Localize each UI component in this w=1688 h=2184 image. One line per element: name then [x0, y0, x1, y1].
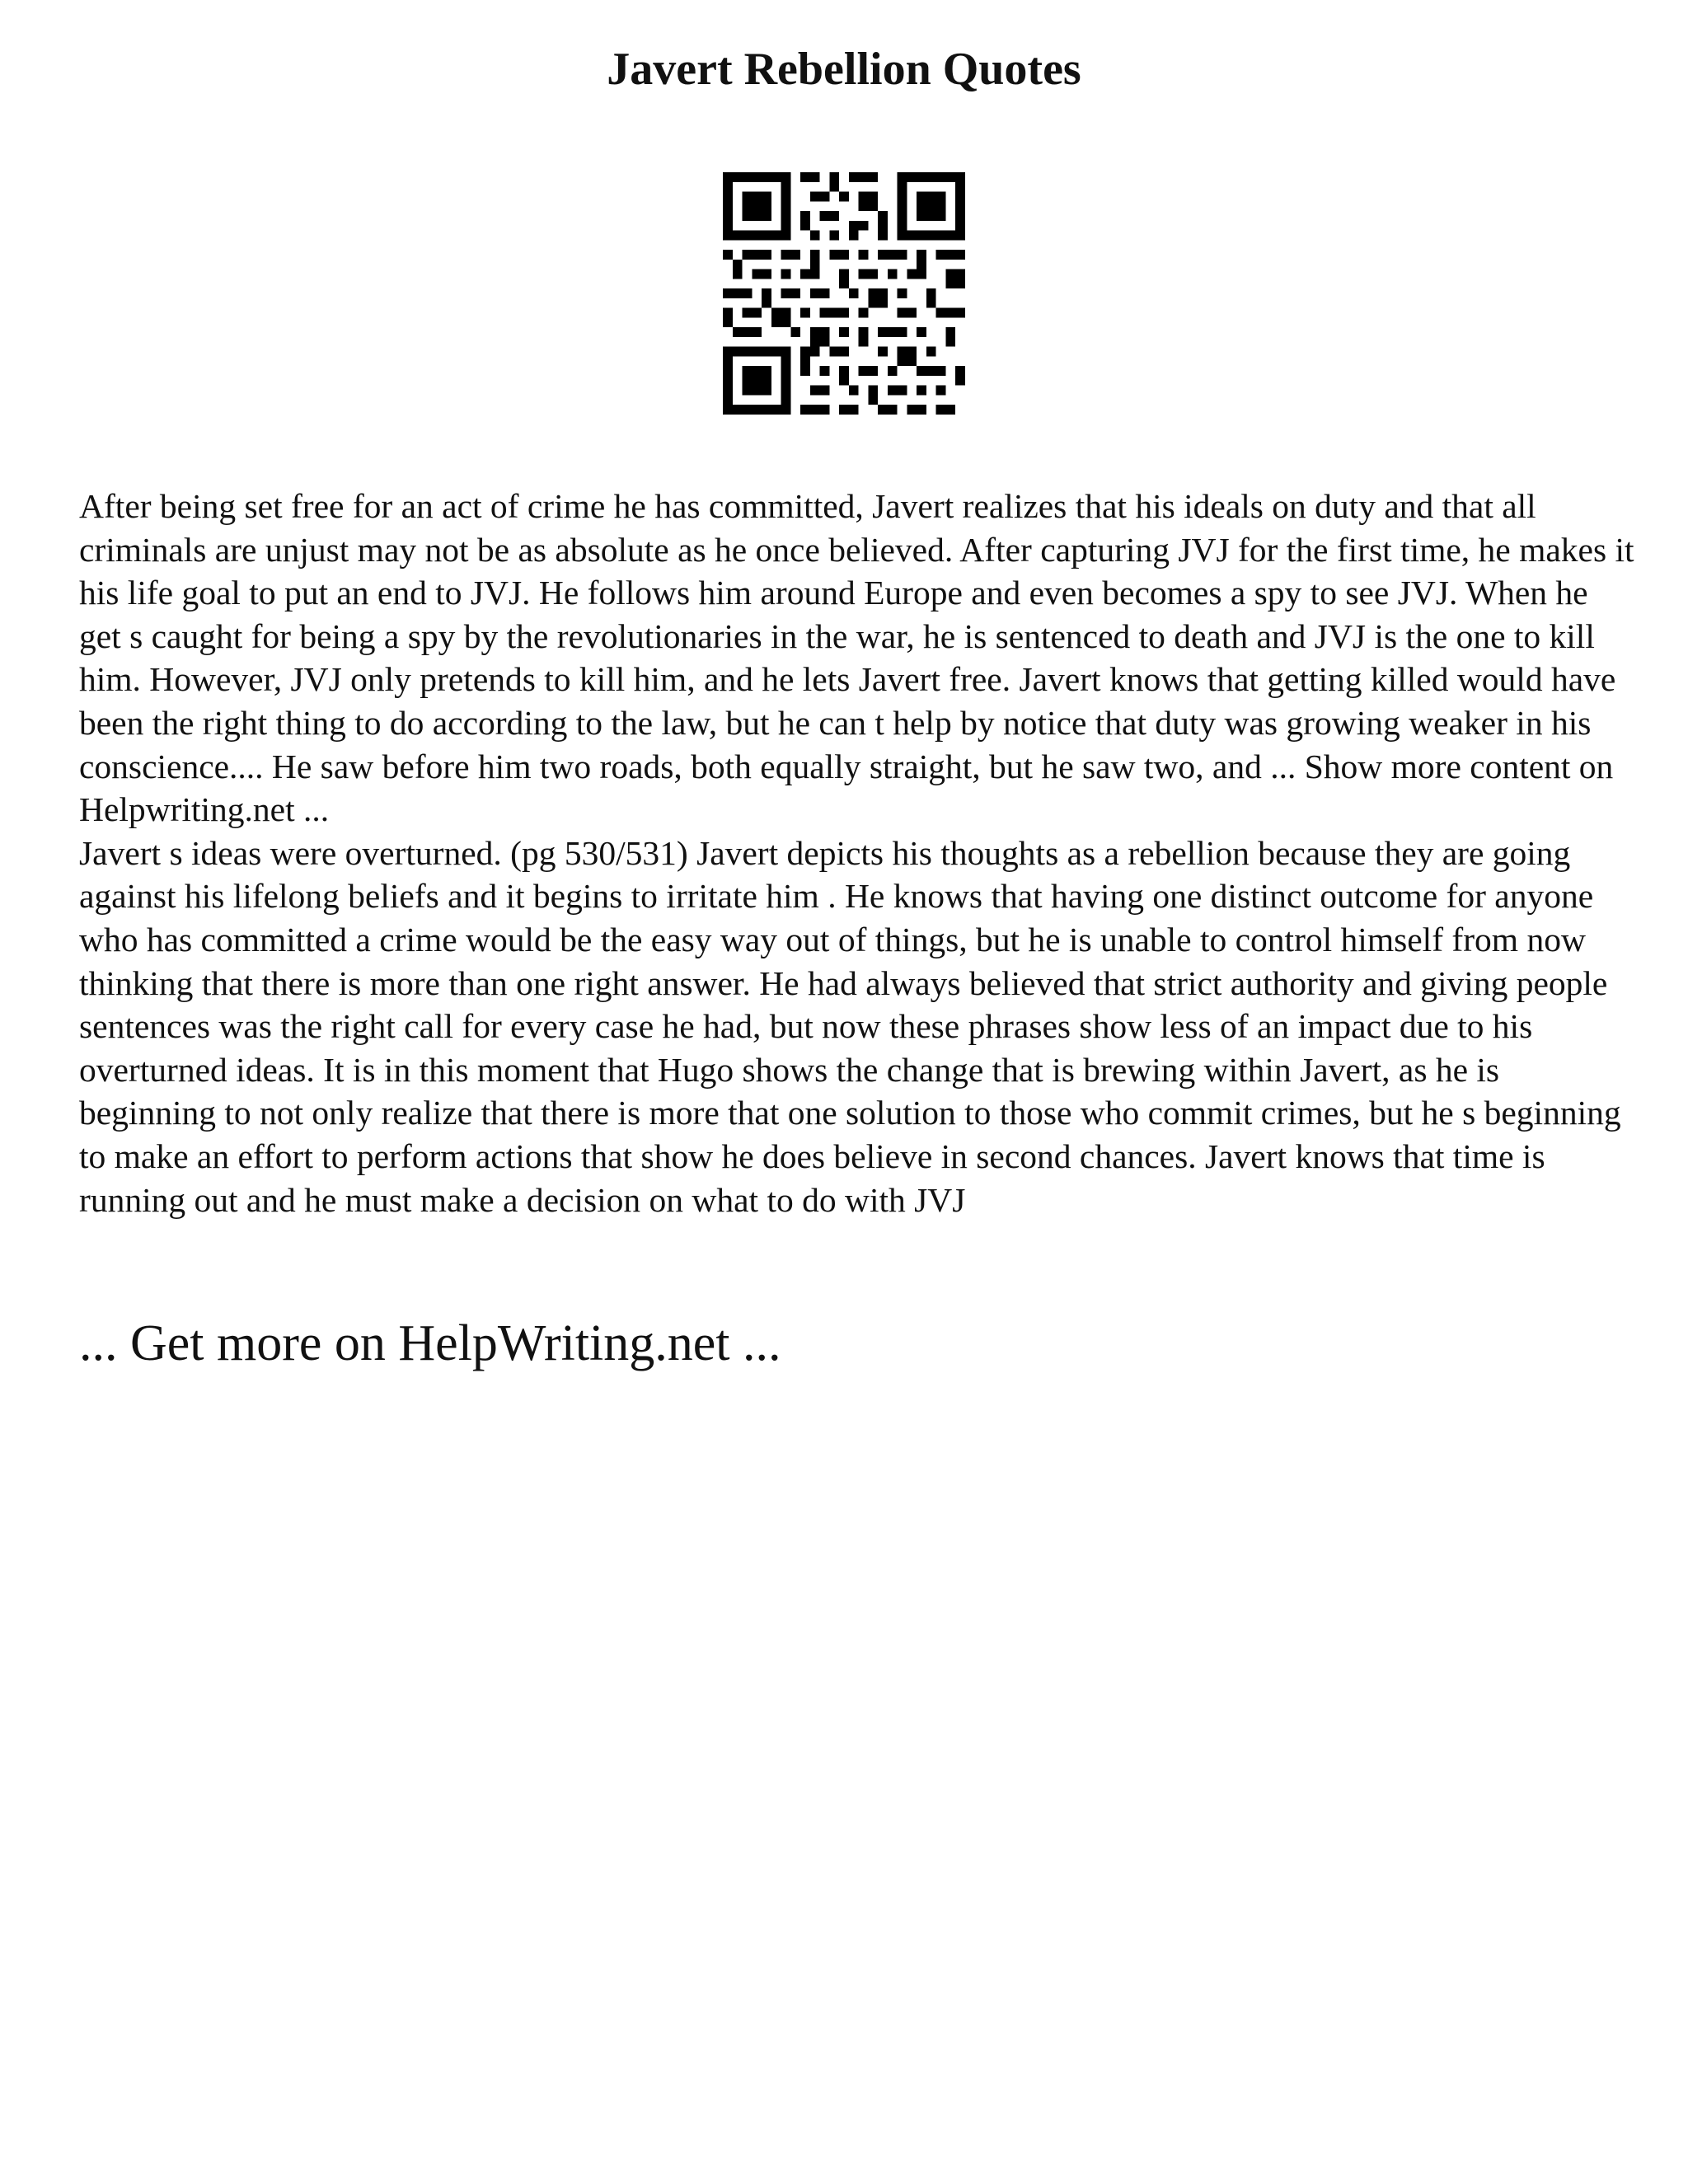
page-title: Javert Rebellion Quotes	[607, 44, 1081, 95]
article-body	[79, 485, 1637, 1221]
qr-code-icon	[723, 172, 965, 415]
get-more-link[interactable]: ... Get more on HelpWriting.net ...	[79, 1315, 781, 1371]
article-paragraph: Javert s ideas were overturned. (pg 530/531) Javert depicts his thoughts as a rebellion because they are going against his lifelong beliefs and it begins to irritate him . He knows that having one distinct outcome for anyone who has committed a crime would be the easy way out of things, but he is unable to control himself from now thinking that there is more than one right answer. He had always believed that strict authority and giving people sentences was the right call for every case he had, but now these phrases show less of an impact due to his overturned ideas. It is in this moment that Hugo shows the change that is brewing within Javert, as he is beginning to not only realize that there is more that one solution to those who commit crimes, but he s beginning to make an effort to perform actions that show he does believe in second chances. Javert knows that time is running out and he must make a decision on what to do with JVJ	[79, 833, 1621, 1219]
qr-code-icon-graphic	[723, 172, 965, 415]
article-paragraph: After being set free for an act of crime he has committed, Javert realizes that his ideals on duty and that all criminals are unjust may not be as absolute as he once believed. After capturing JVJ for the first time, he makes it his life goal to put an end to JVJ. He follows him around Europe and even becomes a spy to see JVJ. When he get s caught for being a spy by the revolutionaries in the war, he is sentenced to death and JVJ is the one to kill him. However, JVJ only pretends to kill him, and he lets Javert free. Javert knows that getting killed would have been the right thing to do according to the law, but he can t help by notice that duty was growing weaker in his conscience.... He saw before him two roads, both equally straight, but he saw two, and ... Show more content on Helpwriting.net ...	[79, 487, 1634, 829]
